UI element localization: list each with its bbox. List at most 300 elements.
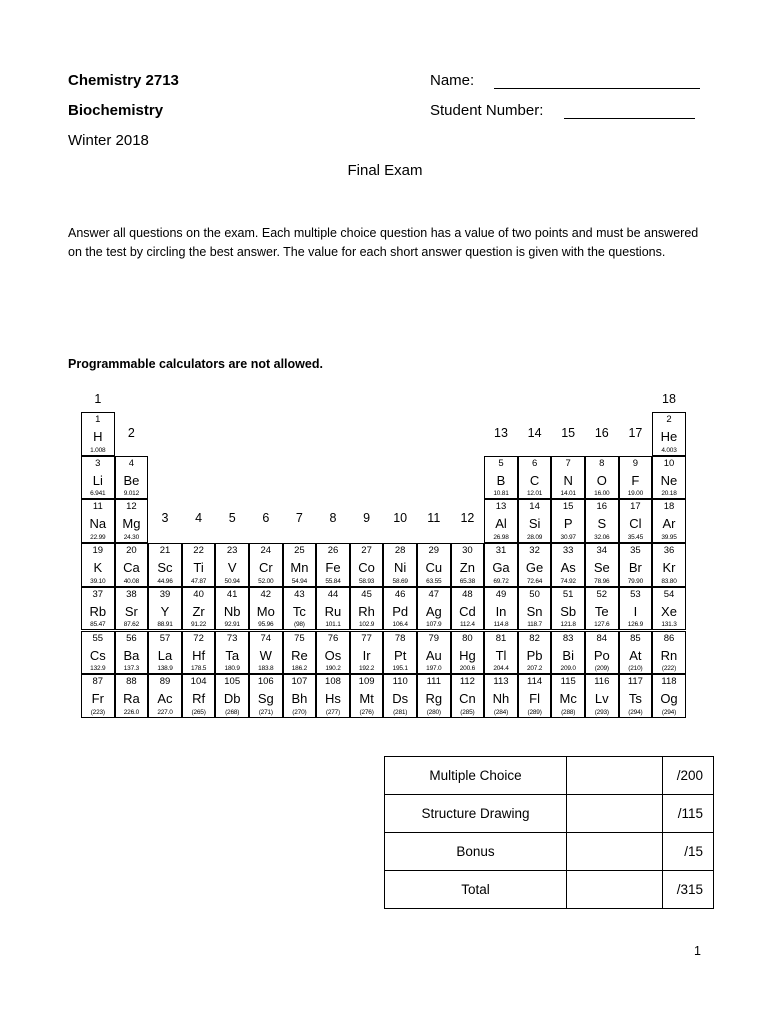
element-ga xyxy=(484,543,518,587)
element-symbol: Nb xyxy=(223,603,241,619)
atomic-number: 4 xyxy=(128,457,135,469)
course-subject: Biochemistry xyxy=(68,102,164,119)
element-as xyxy=(551,543,585,587)
element-symbol: Ne xyxy=(660,472,678,488)
atomic-number: 13 xyxy=(495,501,507,513)
element-symbol: Bh xyxy=(291,691,308,707)
atomic-mass: 50.94 xyxy=(224,577,240,585)
element-symbol: Cd xyxy=(459,603,476,619)
element-symbol: Cn xyxy=(459,691,476,707)
atomic-mass: (209) xyxy=(594,665,609,673)
element-symbol: At xyxy=(629,647,642,663)
element-symbol: Si xyxy=(528,516,541,532)
element-s xyxy=(585,499,619,543)
atomic-mass: 58.93 xyxy=(358,577,375,585)
atomic-mass: 85.47 xyxy=(90,621,106,629)
atomic-mass: 192.2 xyxy=(358,665,375,673)
atomic-number: 9 xyxy=(632,457,639,469)
element-po xyxy=(585,631,619,675)
atomic-mass: 204.4 xyxy=(493,665,509,673)
element-symbol: Ta xyxy=(225,647,240,663)
element-y xyxy=(148,587,182,631)
element-tc xyxy=(283,587,317,631)
element-sr xyxy=(115,587,149,631)
calculator-notice: Programmable calculators are not allowed. xyxy=(68,357,323,371)
atomic-mass: 137.3 xyxy=(123,665,140,673)
element-re xyxy=(283,631,317,675)
atomic-mass: 1.008 xyxy=(90,446,106,454)
element-symbol: Rn xyxy=(660,647,678,663)
atomic-mass: (281) xyxy=(393,708,408,716)
element-symbol: O xyxy=(596,472,607,488)
atomic-number: 74 xyxy=(260,632,272,644)
atomic-mass: (277) xyxy=(325,708,341,716)
score-max: /15 xyxy=(663,833,714,871)
element-li xyxy=(81,456,115,500)
element-pt xyxy=(383,631,417,675)
element-symbol: Rf xyxy=(192,691,206,707)
atomic-mass: 47.87 xyxy=(190,577,207,585)
element-symbol: Sr xyxy=(124,603,138,619)
atomic-mass: 54.94 xyxy=(291,577,308,585)
atomic-mass: (289) xyxy=(527,708,542,716)
exam-title: Final Exam xyxy=(347,162,423,179)
group-label: 6 xyxy=(262,511,270,526)
element-symbol: Lv xyxy=(594,691,609,707)
element-symbol: Sc xyxy=(157,560,173,576)
element-symbol: Pd xyxy=(392,603,409,619)
element-symbol: V xyxy=(227,560,237,576)
element-rg xyxy=(417,674,451,718)
atomic-number: 3 xyxy=(95,457,101,469)
element-sg xyxy=(249,674,283,718)
element-symbol: Na xyxy=(89,516,107,532)
score-entry[interactable] xyxy=(567,833,663,871)
atomic-mass: (284) xyxy=(493,708,509,716)
element-ta xyxy=(215,631,249,675)
atomic-mass: (270) xyxy=(292,708,307,716)
element-symbol: H xyxy=(93,429,103,444)
element-fr xyxy=(81,674,115,718)
atomic-mass: 126.9 xyxy=(627,621,644,629)
element-symbol: K xyxy=(93,560,103,576)
atomic-number: 28 xyxy=(394,545,406,557)
element-mg xyxy=(115,499,149,543)
atomic-mass: 101.1 xyxy=(325,621,341,629)
element-symbol: W xyxy=(259,647,272,663)
atomic-mass: 132.9 xyxy=(90,665,106,673)
element-symbol: Mc xyxy=(559,691,577,707)
student-number-label: Student Number: xyxy=(430,102,544,119)
group-label: 9 xyxy=(363,511,371,526)
element-symbol: Pt xyxy=(394,647,407,663)
element-fe xyxy=(316,543,350,587)
element-symbol: Cl xyxy=(629,516,642,532)
atomic-number: 24 xyxy=(260,545,272,557)
group-label: 16 xyxy=(594,426,609,440)
atomic-mass: 79.90 xyxy=(627,577,644,585)
element-symbol: Ge xyxy=(525,560,544,576)
atomic-number: 21 xyxy=(159,545,171,557)
element-symbol: Og xyxy=(660,691,678,707)
atomic-number: 33 xyxy=(562,545,574,557)
element-os xyxy=(316,631,350,675)
element-rf xyxy=(182,674,216,718)
element-cr xyxy=(249,543,283,587)
element-symbol: Fl xyxy=(529,691,541,707)
page-number: 1 xyxy=(694,944,701,958)
score-label: Total xyxy=(385,871,567,909)
element-ts xyxy=(619,674,653,718)
element-symbol: As xyxy=(560,560,576,576)
student-number-blank[interactable] xyxy=(564,102,695,119)
atomic-mass: 39.10 xyxy=(90,577,106,585)
element-te xyxy=(585,587,619,631)
element-nb xyxy=(215,587,249,631)
element-nh xyxy=(484,674,518,718)
score-entry[interactable] xyxy=(567,757,663,795)
atomic-mass: 88.91 xyxy=(157,621,173,629)
element-symbol: C xyxy=(529,472,540,488)
atomic-mass: 183.8 xyxy=(258,665,274,673)
element-ar xyxy=(652,499,686,543)
element-co xyxy=(350,543,384,587)
atomic-number: 104 xyxy=(190,676,207,688)
atomic-number: 17 xyxy=(630,501,641,513)
atomic-number: 2 xyxy=(666,414,672,425)
element-be xyxy=(115,456,149,500)
element-symbol: Hs xyxy=(325,691,341,707)
element-symbol: Zn xyxy=(459,560,475,576)
atomic-number: 106 xyxy=(257,676,274,688)
element-na xyxy=(81,499,115,543)
element-symbol: Mt xyxy=(359,691,374,707)
atomic-mass: (280) xyxy=(426,708,441,716)
atomic-mass: 69.72 xyxy=(493,577,509,585)
atomic-mass: 87.62 xyxy=(123,621,140,629)
element-symbol: Re xyxy=(291,647,308,663)
element-hf xyxy=(182,631,216,675)
element-ds xyxy=(383,674,417,718)
score-label: Multiple Choice xyxy=(385,757,567,795)
atomic-number: 40 xyxy=(193,588,204,600)
atomic-mass: 178.5 xyxy=(190,665,207,673)
atomic-mass: 26.98 xyxy=(493,534,509,542)
atomic-mass: 28.09 xyxy=(526,534,543,542)
element-hs xyxy=(316,674,350,718)
element-ge xyxy=(518,543,552,587)
atomic-number: 6 xyxy=(531,457,538,469)
atomic-number: 52 xyxy=(596,588,608,600)
element-symbol: B xyxy=(496,472,506,488)
element-pd xyxy=(383,587,417,631)
atomic-number: 76 xyxy=(327,632,339,644)
element-se xyxy=(585,543,619,587)
atomic-number: 86 xyxy=(663,632,675,644)
atomic-mass: 106.4 xyxy=(392,621,408,629)
atomic-number: 20 xyxy=(126,545,137,557)
element-symbol: N xyxy=(563,472,573,488)
element-symbol: Hf xyxy=(192,647,206,663)
atomic-mass: 20.18 xyxy=(661,490,677,498)
atomic-mass: 207.2 xyxy=(526,665,543,673)
atomic-number: 115 xyxy=(560,676,576,688)
element-c xyxy=(518,456,552,500)
element-symbol: Co xyxy=(358,560,375,576)
element-sb xyxy=(551,587,585,631)
exam-instructions: Answer all questions on the exam. Each multiple choice question has a value of two points and must be answered on the test by circling the best answer. The value for each short answer question is given with the questions. xyxy=(68,226,699,259)
atomic-mass: 114.8 xyxy=(493,621,509,629)
atomic-mass: 131.3 xyxy=(661,621,677,629)
atomic-number: 56 xyxy=(126,632,137,644)
element-symbol: Cs xyxy=(89,647,106,663)
atomic-number: 48 xyxy=(462,588,473,600)
group-label: 14 xyxy=(527,426,542,440)
atomic-number: 88 xyxy=(126,676,137,688)
element-ir xyxy=(350,631,384,675)
element-symbol: Tl xyxy=(495,647,507,663)
element-pb xyxy=(518,631,552,675)
atomic-number: 77 xyxy=(361,632,372,644)
group-label: 8 xyxy=(329,511,337,526)
atomic-mass: (222) xyxy=(661,665,677,673)
atomic-mass: (294) xyxy=(628,708,643,716)
element-n xyxy=(551,456,585,500)
atomic-mass: 74.92 xyxy=(560,577,576,585)
atomic-number: 79 xyxy=(428,632,440,644)
element-symbol: Ac xyxy=(157,691,173,707)
atomic-number: 45 xyxy=(361,588,372,600)
course-term: Winter 2018 xyxy=(68,132,149,149)
element-he xyxy=(652,412,686,456)
element-tl xyxy=(484,631,518,675)
atomic-number: 85 xyxy=(630,632,641,644)
atomic-mass: 55.84 xyxy=(325,577,341,585)
score-row xyxy=(385,757,714,795)
element-symbol: Be xyxy=(123,472,140,488)
score-label: Bonus xyxy=(385,833,567,871)
score-table xyxy=(384,756,714,909)
group-label: 1 xyxy=(94,392,102,406)
element-symbol: Kr xyxy=(662,560,676,576)
score-entry[interactable] xyxy=(567,795,663,833)
atomic-number: 111 xyxy=(426,676,442,688)
atomic-number: 116 xyxy=(594,676,610,688)
element-cl xyxy=(619,499,653,543)
element-symbol: Ni xyxy=(394,560,407,576)
element-mo xyxy=(249,587,283,631)
element-ni xyxy=(383,543,417,587)
atomic-mass: 24.30 xyxy=(123,534,140,542)
element-cu xyxy=(417,543,451,587)
atomic-mass: 63.55 xyxy=(426,577,442,585)
atomic-number: 57 xyxy=(159,632,171,644)
element-symbol: Bi xyxy=(562,647,574,663)
element-zr xyxy=(182,587,216,631)
atomic-mass: 227.0 xyxy=(157,708,173,716)
element-symbol: F xyxy=(631,472,640,488)
atomic-mass: 186.2 xyxy=(291,665,308,673)
element-o xyxy=(585,456,619,500)
group-label: 13 xyxy=(494,426,508,440)
element-symbol: Nh xyxy=(492,691,510,707)
atomic-number: 34 xyxy=(596,545,608,557)
atomic-mass: 35.45 xyxy=(627,534,644,542)
group-label: 5 xyxy=(228,511,236,526)
atomic-number: 1 xyxy=(95,414,101,425)
element-symbol: Rg xyxy=(425,691,443,707)
atomic-number: 35 xyxy=(630,545,641,557)
atomic-mass: 6.941 xyxy=(90,490,106,498)
atomic-mass: 226.0 xyxy=(123,708,140,716)
element-symbol: Sg xyxy=(257,691,274,707)
element-rh xyxy=(350,587,384,631)
atomic-number: 109 xyxy=(358,676,375,688)
atomic-number: 18 xyxy=(663,501,675,513)
atomic-mass: 16.00 xyxy=(594,490,610,498)
element-h xyxy=(81,412,115,456)
atomic-mass: (268) xyxy=(225,708,240,716)
atomic-number: 22 xyxy=(193,545,204,557)
element-symbol: Rb xyxy=(89,603,107,619)
element-bi xyxy=(551,631,585,675)
atomic-number: 105 xyxy=(224,676,241,688)
element-symbol: Br xyxy=(628,560,642,576)
element-symbol: Tc xyxy=(292,603,306,619)
element-zn xyxy=(451,543,485,587)
atomic-number: 112 xyxy=(459,676,475,688)
element-in xyxy=(484,587,518,631)
atomic-number: 82 xyxy=(529,632,540,644)
element-symbol: Ba xyxy=(123,647,140,663)
element-symbol: Al xyxy=(495,516,507,532)
atomic-mass: 10.81 xyxy=(493,490,509,498)
atomic-number: 15 xyxy=(562,501,574,513)
element-bh xyxy=(283,674,317,718)
element-mt xyxy=(350,674,384,718)
element-symbol: Mn xyxy=(290,560,309,576)
atomic-number: 23 xyxy=(226,545,238,557)
score-row xyxy=(385,871,714,909)
element-symbol: Hg xyxy=(459,647,476,663)
element-symbol: I xyxy=(633,603,638,619)
atomic-number: 30 xyxy=(462,545,473,557)
atomic-number: 43 xyxy=(294,588,305,600)
element-symbol: Ir xyxy=(362,647,371,663)
element-al xyxy=(484,499,518,543)
atomic-mass: 65.38 xyxy=(459,577,476,585)
element-symbol: Ti xyxy=(193,560,204,576)
name-label: Name: xyxy=(430,72,475,89)
element-cn xyxy=(451,674,485,718)
atomic-number: 50 xyxy=(529,588,540,600)
atomic-number: 80 xyxy=(462,632,473,644)
atomic-mass: 78.96 xyxy=(594,577,610,585)
atomic-number: 54 xyxy=(663,588,675,600)
element-cs xyxy=(81,631,115,675)
atomic-number: 114 xyxy=(527,676,543,688)
element-symbol: Zr xyxy=(192,603,205,619)
atomic-mass: 9.012 xyxy=(123,490,140,498)
score-max: /315 xyxy=(663,871,714,909)
atomic-number: 31 xyxy=(495,545,507,557)
element-symbol: Cr xyxy=(258,560,273,576)
atomic-number: 84 xyxy=(596,632,608,644)
atomic-number: 87 xyxy=(92,676,104,688)
atomic-number: 47 xyxy=(428,588,440,600)
atomic-mass: (294) xyxy=(661,708,677,716)
element-symbol: Fe xyxy=(325,560,341,576)
atomic-number: 27 xyxy=(361,545,372,557)
name-blank[interactable] xyxy=(494,72,700,89)
atomic-number: 41 xyxy=(226,588,238,600)
atomic-number: 10 xyxy=(663,457,675,469)
atomic-number: 29 xyxy=(428,545,440,557)
element-symbol: Au xyxy=(425,647,442,663)
element-symbol: Li xyxy=(92,472,103,488)
element-k xyxy=(81,543,115,587)
atomic-number: 78 xyxy=(394,632,406,644)
name-field-row xyxy=(430,72,700,89)
element-fl xyxy=(518,674,552,718)
atomic-number: 14 xyxy=(529,501,540,513)
element-kr xyxy=(652,543,686,587)
element-symbol: Sn xyxy=(526,603,543,619)
atomic-mass: 32.06 xyxy=(594,534,610,542)
atomic-mass: (293) xyxy=(594,708,609,716)
atomic-mass: 30.97 xyxy=(560,534,576,542)
periodic-table xyxy=(81,392,686,719)
atomic-mass: 190.2 xyxy=(325,665,341,673)
atomic-number: 42 xyxy=(260,588,272,600)
element-ru xyxy=(316,587,350,631)
score-row xyxy=(385,795,714,833)
atomic-number: 83 xyxy=(562,632,574,644)
atomic-number: 118 xyxy=(661,676,677,688)
element-symbol: Y xyxy=(160,603,170,619)
atomic-mass: 200.6 xyxy=(459,665,476,673)
element-symbol: Ga xyxy=(492,560,510,576)
atomic-mass: (98) xyxy=(294,621,305,629)
atomic-mass: 138.9 xyxy=(157,665,173,673)
atomic-number: 53 xyxy=(630,588,641,600)
element-symbol: Po xyxy=(593,647,610,663)
atomic-mass: 180.9 xyxy=(224,665,240,673)
element-au xyxy=(417,631,451,675)
element-cd xyxy=(451,587,485,631)
element-symbol: Ca xyxy=(123,560,140,576)
atomic-mass: 95.96 xyxy=(258,621,274,629)
element-symbol: Ds xyxy=(392,691,409,707)
atomic-mass: (285) xyxy=(460,708,475,716)
element-p xyxy=(551,499,585,543)
atomic-number: 51 xyxy=(562,588,574,600)
atomic-mass: 209.0 xyxy=(560,665,576,673)
score-entry[interactable] xyxy=(567,871,663,909)
element-rb xyxy=(81,587,115,631)
atomic-mass: 58.69 xyxy=(392,577,408,585)
atomic-number: 108 xyxy=(325,676,341,688)
atomic-number: 110 xyxy=(392,676,408,688)
element-si xyxy=(518,499,552,543)
element-ba xyxy=(115,631,149,675)
atomic-number: 44 xyxy=(327,588,339,600)
atomic-number: 36 xyxy=(663,545,675,557)
element-rn xyxy=(652,631,686,675)
atomic-mass: 40.08 xyxy=(123,577,140,585)
atomic-number: 7 xyxy=(565,457,571,469)
element-la xyxy=(148,631,182,675)
